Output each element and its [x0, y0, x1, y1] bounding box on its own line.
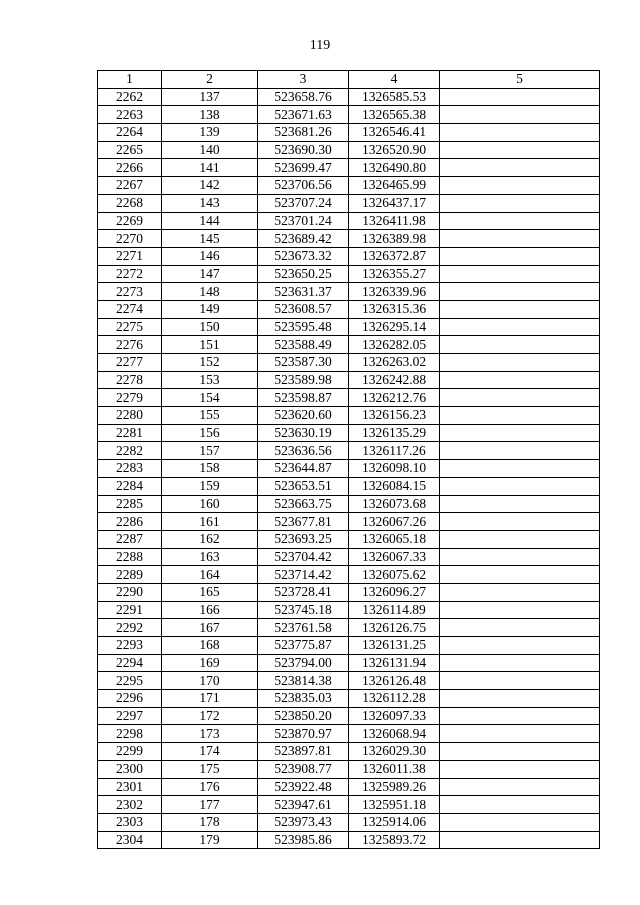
table-cell-col-5	[440, 530, 600, 548]
table-cell-col-5	[440, 442, 600, 460]
table-cell-col-4: 1326117.26	[349, 442, 440, 460]
table-cell-col-4: 1326437.17	[349, 194, 440, 212]
table-row	[98, 548, 600, 566]
table-cell-col-5	[440, 813, 600, 831]
table-cell-col-1: 2279	[98, 389, 162, 407]
table-cell-col-5	[440, 725, 600, 743]
table-cell-col-3: 523630.19	[258, 424, 349, 442]
table-row	[98, 159, 600, 177]
table-row	[98, 407, 600, 425]
table-cell-col-5	[440, 212, 600, 230]
table-cell-col-2: 156	[162, 424, 258, 442]
table-row	[98, 760, 600, 778]
table-cell-col-5	[440, 513, 600, 531]
table-cell-col-4: 1326067.26	[349, 513, 440, 531]
table-cell-col-5	[440, 566, 600, 584]
table-cell-col-5	[440, 743, 600, 761]
table-cell-col-5	[440, 707, 600, 725]
table-cell-col-5	[440, 690, 600, 708]
table-cell-col-5	[440, 300, 600, 318]
table-row	[98, 354, 600, 372]
table-cell-col-2: 144	[162, 212, 258, 230]
table-cell-col-1: 2301	[98, 778, 162, 796]
table-cell-col-1: 2295	[98, 672, 162, 690]
table-cell-col-2: 169	[162, 654, 258, 672]
table-cell-col-3: 523707.24	[258, 194, 349, 212]
table-cell-col-5	[440, 778, 600, 796]
table-cell-col-2: 178	[162, 813, 258, 831]
table-cell-col-5	[440, 159, 600, 177]
table-cell-col-1: 2266	[98, 159, 162, 177]
table-cell-col-5	[440, 601, 600, 619]
table-cell-col-3: 523794.00	[258, 654, 349, 672]
table-row	[98, 530, 600, 548]
table-row	[98, 442, 600, 460]
page-number: 119	[309, 38, 331, 53]
table-row	[98, 283, 600, 301]
table-row	[98, 389, 600, 407]
table-cell-col-5	[440, 672, 600, 690]
table-cell-col-4: 1326114.89	[349, 601, 440, 619]
table-row	[98, 583, 600, 601]
table-cell-col-1: 2280	[98, 407, 162, 425]
table-cell-col-2: 173	[162, 725, 258, 743]
table-cell-col-2: 147	[162, 265, 258, 283]
table-cell-col-2: 158	[162, 460, 258, 478]
table-cell-col-3: 523745.18	[258, 601, 349, 619]
table-cell-col-4: 1325989.26	[349, 778, 440, 796]
table-cell-col-2: 141	[162, 159, 258, 177]
table-cell-col-1: 2277	[98, 354, 162, 372]
table-cell-col-1: 2303	[98, 813, 162, 831]
table-cell-col-4: 1326315.36	[349, 300, 440, 318]
column-header-1: 1	[98, 71, 162, 89]
table-row	[98, 566, 600, 584]
table-cell-col-1: 2269	[98, 212, 162, 230]
table-cell-col-5	[440, 88, 600, 106]
table-cell-col-2: 150	[162, 318, 258, 336]
table-row	[98, 106, 600, 124]
table-body	[98, 88, 600, 849]
table-row	[98, 424, 600, 442]
table-cell-col-2: 172	[162, 707, 258, 725]
table-row	[98, 743, 600, 761]
table-cell-col-5	[440, 389, 600, 407]
table-cell-col-5	[440, 548, 600, 566]
table-cell-col-3: 523671.63	[258, 106, 349, 124]
table-cell-col-1: 2287	[98, 530, 162, 548]
table-cell-col-2: 139	[162, 124, 258, 142]
table-cell-col-1: 2298	[98, 725, 162, 743]
table-cell-col-3: 523897.81	[258, 743, 349, 761]
table-cell-col-2: 175	[162, 760, 258, 778]
coordinates-table	[97, 70, 600, 849]
table-cell-col-2: 160	[162, 495, 258, 513]
table-cell-col-5	[440, 318, 600, 336]
table-cell-col-1: 2282	[98, 442, 162, 460]
table-cell-col-4: 1325893.72	[349, 831, 440, 849]
table-cell-col-3: 523775.87	[258, 637, 349, 655]
table-cell-col-2: 159	[162, 477, 258, 495]
table-cell-col-5	[440, 583, 600, 601]
table-cell-col-2: 174	[162, 743, 258, 761]
table-cell-col-2: 155	[162, 407, 258, 425]
table-cell-col-2: 167	[162, 619, 258, 637]
table-cell-col-5	[440, 106, 600, 124]
table-row	[98, 371, 600, 389]
table-cell-col-2: 176	[162, 778, 258, 796]
table-cell-col-2: 140	[162, 141, 258, 159]
table-cell-col-2: 161	[162, 513, 258, 531]
table-cell-col-4: 1326131.94	[349, 654, 440, 672]
table-cell-col-4: 1326065.18	[349, 530, 440, 548]
table-cell-col-4: 1326389.98	[349, 230, 440, 248]
table-cell-col-3: 523589.98	[258, 371, 349, 389]
table-cell-col-4: 1326135.29	[349, 424, 440, 442]
table-cell-col-3: 523701.24	[258, 212, 349, 230]
table-cell-col-4: 1326029.30	[349, 743, 440, 761]
table-cell-col-3: 523985.86	[258, 831, 349, 849]
table-cell-col-3: 523681.26	[258, 124, 349, 142]
table-cell-col-5	[440, 477, 600, 495]
table-row	[98, 460, 600, 478]
table-cell-col-4: 1326096.27	[349, 583, 440, 601]
table-cell-col-2: 170	[162, 672, 258, 690]
table-cell-col-1: 2302	[98, 796, 162, 814]
table-cell-col-3: 523714.42	[258, 566, 349, 584]
table-cell-col-4: 1326212.76	[349, 389, 440, 407]
table-cell-col-2: 164	[162, 566, 258, 584]
column-header-4: 4	[349, 71, 440, 89]
table-cell-col-5	[440, 124, 600, 142]
column-header-5: 5	[440, 71, 600, 89]
table-cell-col-4: 1326565.38	[349, 106, 440, 124]
table-row	[98, 300, 600, 318]
table-cell-col-5	[440, 371, 600, 389]
table-row	[98, 796, 600, 814]
table-cell-col-2: 151	[162, 336, 258, 354]
table-cell-col-3: 523690.30	[258, 141, 349, 159]
table-row	[98, 318, 600, 336]
table-cell-col-3: 523814.38	[258, 672, 349, 690]
table-cell-col-3: 523706.56	[258, 177, 349, 195]
table-cell-col-1: 2268	[98, 194, 162, 212]
table-row	[98, 778, 600, 796]
table-row	[98, 336, 600, 354]
table-row	[98, 230, 600, 248]
table-cell-col-5	[440, 637, 600, 655]
table-cell-col-4: 1326585.53	[349, 88, 440, 106]
table-cell-col-3: 523973.43	[258, 813, 349, 831]
table-row	[98, 88, 600, 106]
table-row	[98, 654, 600, 672]
table-cell-col-1: 2267	[98, 177, 162, 195]
table-cell-col-1: 2299	[98, 743, 162, 761]
table-cell-col-4: 1326546.41	[349, 124, 440, 142]
table-row	[98, 495, 600, 513]
table-cell-col-1: 2285	[98, 495, 162, 513]
table-cell-col-5	[440, 230, 600, 248]
table-cell-col-4: 1325914.06	[349, 813, 440, 831]
table-cell-col-4: 1326068.94	[349, 725, 440, 743]
table-row	[98, 247, 600, 265]
table-cell-col-2: 145	[162, 230, 258, 248]
table-cell-col-1: 2276	[98, 336, 162, 354]
table-cell-col-1: 2297	[98, 707, 162, 725]
table-cell-col-1: 2293	[98, 637, 162, 655]
table-row	[98, 813, 600, 831]
table-cell-col-1: 2264	[98, 124, 162, 142]
table-cell-col-3: 523693.25	[258, 530, 349, 548]
table-cell-col-3: 523835.03	[258, 690, 349, 708]
table-row	[98, 707, 600, 725]
table-cell-col-3: 523908.77	[258, 760, 349, 778]
table-cell-col-1: 2262	[98, 88, 162, 106]
table-row	[98, 265, 600, 283]
table-cell-col-4: 1326098.10	[349, 460, 440, 478]
table-cell-col-2: 165	[162, 583, 258, 601]
table-cell-col-3: 523922.48	[258, 778, 349, 796]
table-cell-col-4: 1326242.88	[349, 371, 440, 389]
table-cell-col-1: 2275	[98, 318, 162, 336]
table-cell-col-4: 1326490.80	[349, 159, 440, 177]
table-cell-col-1: 2271	[98, 247, 162, 265]
table-row	[98, 619, 600, 637]
table-cell-col-5	[440, 424, 600, 442]
table-cell-col-4: 1326067.33	[349, 548, 440, 566]
table-cell-col-4: 1326073.68	[349, 495, 440, 513]
table-cell-col-3: 523650.25	[258, 265, 349, 283]
table-row	[98, 124, 600, 142]
table-cell-col-2: 171	[162, 690, 258, 708]
table-cell-col-2: 138	[162, 106, 258, 124]
table-cell-col-1: 2284	[98, 477, 162, 495]
table-cell-col-4: 1326263.02	[349, 354, 440, 372]
table-cell-col-3: 523644.87	[258, 460, 349, 478]
table-cell-col-3: 523673.32	[258, 247, 349, 265]
table-cell-col-3: 523870.97	[258, 725, 349, 743]
table-cell-col-5	[440, 177, 600, 195]
table-cell-col-1: 2263	[98, 106, 162, 124]
table-cell-col-2: 153	[162, 371, 258, 389]
table-cell-col-5	[440, 654, 600, 672]
table-cell-col-3: 523663.75	[258, 495, 349, 513]
table-cell-col-1: 2304	[98, 831, 162, 849]
table-cell-col-3: 523704.42	[258, 548, 349, 566]
table-row	[98, 212, 600, 230]
table-cell-col-2: 149	[162, 300, 258, 318]
table-cell-col-2: 152	[162, 354, 258, 372]
table-cell-col-5	[440, 407, 600, 425]
table-cell-col-3: 523658.76	[258, 88, 349, 106]
table-cell-col-3: 523595.48	[258, 318, 349, 336]
table-cell-col-5	[440, 760, 600, 778]
table-cell-col-2: 179	[162, 831, 258, 849]
table-cell-col-3: 523620.60	[258, 407, 349, 425]
table-cell-col-2: 162	[162, 530, 258, 548]
table-cell-col-4: 1326156.23	[349, 407, 440, 425]
table-cell-col-3: 523653.51	[258, 477, 349, 495]
table-cell-col-1: 2281	[98, 424, 162, 442]
table-cell-col-2: 143	[162, 194, 258, 212]
table-cell-col-3: 523699.47	[258, 159, 349, 177]
table-cell-col-2: 166	[162, 601, 258, 619]
table-cell-col-4: 1326112.28	[349, 690, 440, 708]
table-row	[98, 725, 600, 743]
table-cell-col-5	[440, 336, 600, 354]
table-cell-col-2: 146	[162, 247, 258, 265]
table-cell-col-3: 523636.56	[258, 442, 349, 460]
table-cell-col-2: 137	[162, 88, 258, 106]
table-cell-col-1: 2283	[98, 460, 162, 478]
table-cell-col-3: 523677.81	[258, 513, 349, 531]
table-cell-col-5	[440, 619, 600, 637]
table-row	[98, 477, 600, 495]
table-cell-col-5	[440, 283, 600, 301]
table-cell-col-1: 2273	[98, 283, 162, 301]
table-cell-col-1: 2288	[98, 548, 162, 566]
table-cell-col-4: 1326372.87	[349, 247, 440, 265]
table-cell-col-1: 2291	[98, 601, 162, 619]
table-row	[98, 601, 600, 619]
table-row	[98, 637, 600, 655]
table-cell-col-4: 1325951.18	[349, 796, 440, 814]
table-cell-col-5	[440, 194, 600, 212]
table-cell-col-4: 1326075.62	[349, 566, 440, 584]
table-cell-col-3: 523587.30	[258, 354, 349, 372]
table-cell-col-4: 1326097.33	[349, 707, 440, 725]
table-cell-col-1: 2290	[98, 583, 162, 601]
table-cell-col-5	[440, 265, 600, 283]
table-cell-col-2: 163	[162, 548, 258, 566]
table-cell-col-3: 523588.49	[258, 336, 349, 354]
table-cell-col-1: 2292	[98, 619, 162, 637]
table-row	[98, 513, 600, 531]
table-cell-col-4: 1326520.90	[349, 141, 440, 159]
table-cell-col-4: 1326282.05	[349, 336, 440, 354]
table-cell-col-3: 523850.20	[258, 707, 349, 725]
table-cell-col-4: 1326084.15	[349, 477, 440, 495]
table-cell-col-4: 1326126.75	[349, 619, 440, 637]
table-row	[98, 141, 600, 159]
table-cell-col-5	[440, 460, 600, 478]
table-cell-col-1: 2294	[98, 654, 162, 672]
table-cell-col-4: 1326295.14	[349, 318, 440, 336]
table-cell-col-2: 168	[162, 637, 258, 655]
table-row	[98, 831, 600, 849]
column-header-3: 3	[258, 71, 349, 89]
table-cell-col-1: 2300	[98, 760, 162, 778]
table-cell-col-4: 1326131.25	[349, 637, 440, 655]
table-cell-col-5	[440, 495, 600, 513]
table-cell-col-3: 523728.41	[258, 583, 349, 601]
table-cell-col-2: 157	[162, 442, 258, 460]
table-row	[98, 690, 600, 708]
table-cell-col-2: 142	[162, 177, 258, 195]
table-cell-col-1: 2270	[98, 230, 162, 248]
table-cell-col-3: 523631.37	[258, 283, 349, 301]
table-cell-col-5	[440, 831, 600, 849]
table-cell-col-2: 148	[162, 283, 258, 301]
table-cell-col-4: 1326355.27	[349, 265, 440, 283]
table-cell-col-4: 1326465.99	[349, 177, 440, 195]
table-cell-col-5	[440, 141, 600, 159]
table-cell-col-3: 523608.57	[258, 300, 349, 318]
table-cell-col-5	[440, 796, 600, 814]
table-cell-col-5	[440, 354, 600, 372]
table-cell-col-1: 2265	[98, 141, 162, 159]
table-cell-col-4: 1326411.98	[349, 212, 440, 230]
table-cell-col-1: 2272	[98, 265, 162, 283]
column-header-2: 2	[162, 71, 258, 89]
table-cell-col-3: 523947.61	[258, 796, 349, 814]
table-cell-col-1: 2289	[98, 566, 162, 584]
table-cell-col-3: 523761.58	[258, 619, 349, 637]
table-cell-col-4: 1326126.48	[349, 672, 440, 690]
table-cell-col-3: 523689.42	[258, 230, 349, 248]
table-cell-col-1: 2278	[98, 371, 162, 389]
table-cell-col-1: 2274	[98, 300, 162, 318]
table-cell-col-2: 177	[162, 796, 258, 814]
table-row	[98, 672, 600, 690]
table-cell-col-4: 1326339.96	[349, 283, 440, 301]
table-cell-col-1: 2296	[98, 690, 162, 708]
table-header-row	[98, 71, 600, 89]
table-cell-col-4: 1326011.38	[349, 760, 440, 778]
table-row	[98, 194, 600, 212]
table-cell-col-5	[440, 247, 600, 265]
table-cell-col-1: 2286	[98, 513, 162, 531]
table-cell-col-2: 154	[162, 389, 258, 407]
table-cell-col-3: 523598.87	[258, 389, 349, 407]
table-row	[98, 177, 600, 195]
